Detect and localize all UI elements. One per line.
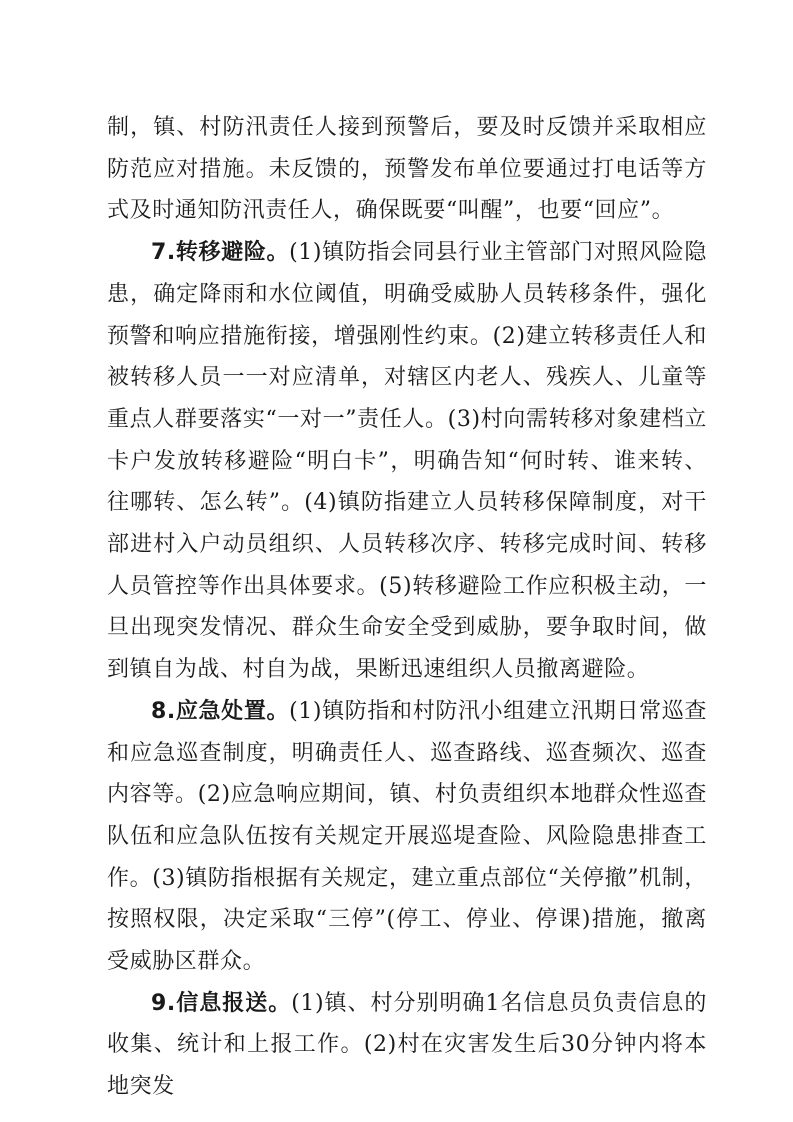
section-8-emergency-response — [107, 691, 707, 983]
section-8-body: (1)镇防指和村防汛小组建立汛期日常巡查和应急巡查制度，明确责任人、巡查路线、巡查频次、巡查内容等。(2)应急响应期间，镇、村负责组织本地群众性巡查队伍和应急队伍按有关规定开展巡堤查险、风险隐患排查工作。(3)镇防指根据有关规定，建立重点部位“关停撤”机制，按照权限，决定采取“三停”(停工、停业、停课)措施，撤离受威胁区群众。 — [107, 698, 707, 975]
section-7-heading: 7.转移避险。 — [151, 240, 290, 266]
section-7-body: (1)镇防指会同县行业主管部门对照风险隐患，确定降雨和水位阈值，明确受威胁人员转移条件，强化预警和响应措施衔接，增强刚性约束。(2)建立转移责任人和被转移人员一一对应清单，对辖区内老人、残疾人、儿童等重点人群要落实“一对一”责任人。(3)村向需转移对象建档立卡户发放转移避险“明白卡”，明确告知“何时转、谁来转、往哪转、怎么转”。(4)镇防指建立人员转移保障制度，对干部进村入户动员组织、人员转移次序、转移完成时间、转移人员管控等作出具体要求。(5)转移避险工作应积极主动，一旦出现突发情况、群众生命安全受到威胁，要争取时间，做到镇自为战、村自为战，果断迅速组织人员撤离避险。 — [107, 240, 707, 683]
section-9-heading: 9.信息报送。 — [151, 990, 292, 1016]
section-9-information-reporting — [107, 983, 707, 1108]
section-9-body: (1)镇、村分别明确1名信息员负责信息的收集、统计和上报工作。(2)村在灾害发生后30分钟内将本地突发 — [107, 990, 707, 1100]
section-7-transfer-evacuation — [107, 232, 707, 691]
body-text — [107, 107, 707, 1108]
section-8-heading: 8.应急处置。 — [151, 698, 290, 724]
paragraph-continuation: 制，镇、村防汛责任人接到预警后，要及时反馈并采取相应防范应对措施。未反馈的，预警发布单位要通过打电话等方式及时通知防汛责任人，确保既要“叫醒”，也要“回应”。 — [107, 115, 707, 224]
